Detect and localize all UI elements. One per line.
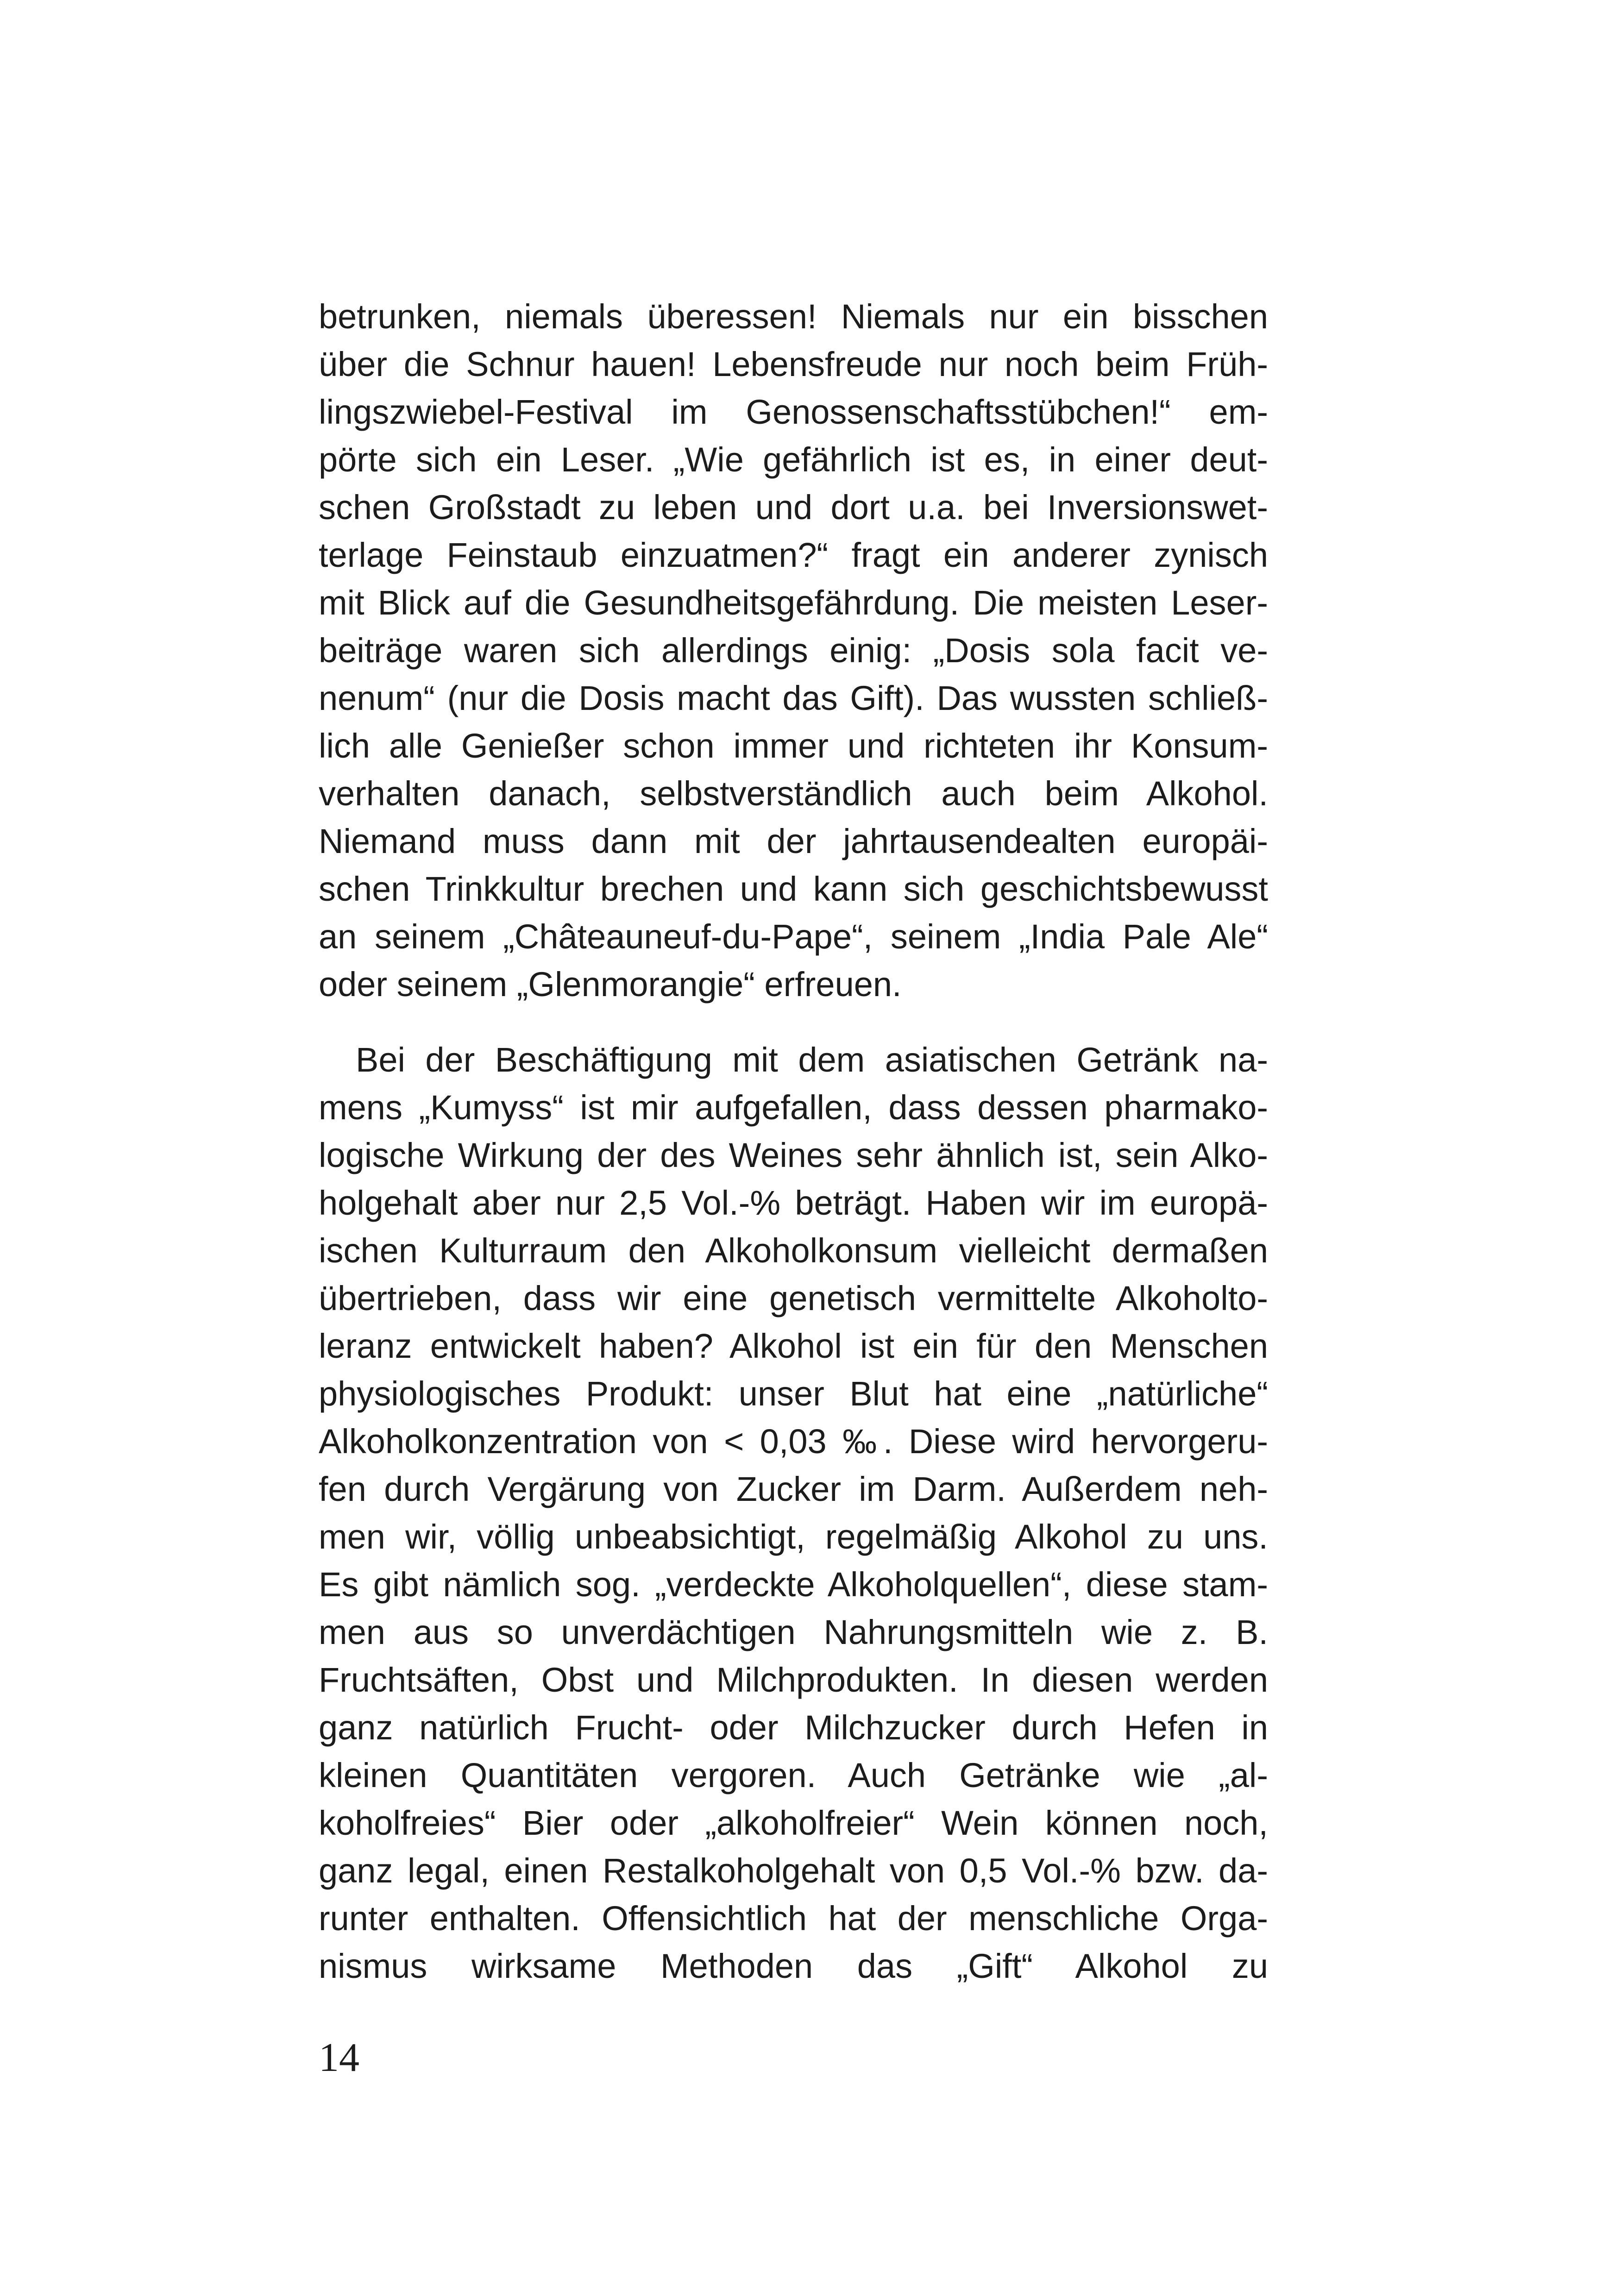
text-line: nenum“ (nur die Dosis macht das Gift). Das wussten schließ- (319, 679, 1268, 717)
text-line: Bei der Beschäftigung mit dem asiatischen Getränk na- (356, 1041, 1268, 1079)
text-line: schen Trinkkultur brechen und kann sich geschichtsbewusst (319, 870, 1268, 908)
text-line: Es gibt nämlich sog. „verdeckte Alkoholquellen“, diese stam- (319, 1565, 1268, 1604)
text-line: beiträge waren sich allerdings einig: „Dosis sola facit ve- (319, 631, 1268, 670)
body-text (319, 293, 1268, 1990)
text-line: ganz natürlich Frucht- oder Milchzucker durch Hefen in (319, 1708, 1268, 1747)
text-line: verhalten danach, selbstverständlich auch beim Alkohol. (319, 774, 1268, 813)
paragraph-gap (319, 1008, 1268, 1036)
text-line: übertrieben, dass wir eine genetisch vermittelte Alkoholto- (319, 1279, 1268, 1317)
text-line: runter enthalten. Offensichtlich hat der menschliche Orga- (319, 1899, 1268, 1938)
text-line: Fruchtsäften, Obst und Milchprodukten. In diesen werden (319, 1661, 1268, 1699)
text-line: Niemand muss dann mit der jahrtausendealten europäi- (319, 822, 1268, 860)
text-line: schen Großstadt zu leben und dort u.a. bei Inversionswet- (319, 488, 1268, 527)
text-line: men aus so unverdächtigen Nahrungsmitteln wie z. B. (319, 1613, 1268, 1651)
text-line: leranz entwickelt haben? Alkohol ist ein für den Menschen (319, 1327, 1268, 1365)
text-line: lich alle Genießer schon immer und richteten ihr Konsum- (319, 727, 1268, 765)
text-line: ischen Kulturraum den Alkoholkonsum vielleicht dermaßen (319, 1231, 1268, 1270)
text-line: logische Wirkung der des Weines sehr ähnlich ist, sein Alko- (319, 1136, 1268, 1174)
text-line: terlage Feinstaub einzuatmen?“ fragt ein anderer zynisch (319, 536, 1268, 574)
page-number: 14 (319, 2035, 359, 2080)
text-line: lingszwiebel-Festival im Genossenschaftsstübchen!“ em- (319, 393, 1268, 431)
text-line: holgehalt aber nur 2,5 Vol.-% beträgt. Haben wir im europä- (319, 1184, 1268, 1222)
text-line: kleinen Quantitäten vergoren. Auch Getränke wie „al- (319, 1756, 1268, 1794)
text-line: men wir, völlig unbeabsichtigt, regelmäßig Alkohol zu uns. (319, 1518, 1268, 1556)
text-line: über die Schnur hauen! Lebensfreude nur noch beim Früh- (319, 345, 1268, 383)
text-line: Alkoholkonzentration von < 0,03 ‰. Diese wird hervorgeru- (319, 1422, 1268, 1461)
text-line: physiologisches Produkt: unser Blut hat eine „natürliche“ (319, 1374, 1268, 1413)
text-line: koholfreies“ Bier oder „alkoholfreier“ Wein können noch, (319, 1804, 1268, 1842)
text-line: nismus wirksame Methoden das „Gift“ Alkohol zu (319, 1947, 1268, 1985)
paragraph (319, 293, 1268, 1008)
text-line: mens „Kumyss“ ist mir aufgefallen, dass dessen pharmako- (319, 1088, 1268, 1127)
text-line: ganz legal, einen Restalkoholgehalt von 0,5 Vol.-% bzw. da- (319, 1851, 1268, 1890)
text-line: oder seinem „Glenmorangie“ erfreuen. (319, 965, 902, 1004)
text-line: an seinem „Châteauneuf-du-Pape“, seinem „India Pale Ale“ (319, 917, 1268, 956)
text-line: pörte sich ein Leser. „Wie gefährlich ist es, in einer deut- (319, 440, 1268, 479)
paragraph (319, 1036, 1268, 1990)
text-line: fen durch Vergärung von Zucker im Darm. Außerdem neh- (319, 1470, 1268, 1508)
text-line: betrunken, niemals überessen! Niemals nur ein bisschen (319, 297, 1268, 336)
text-line: mit Blick auf die Gesundheitsgefährdung. Die meisten Leser- (319, 583, 1268, 622)
